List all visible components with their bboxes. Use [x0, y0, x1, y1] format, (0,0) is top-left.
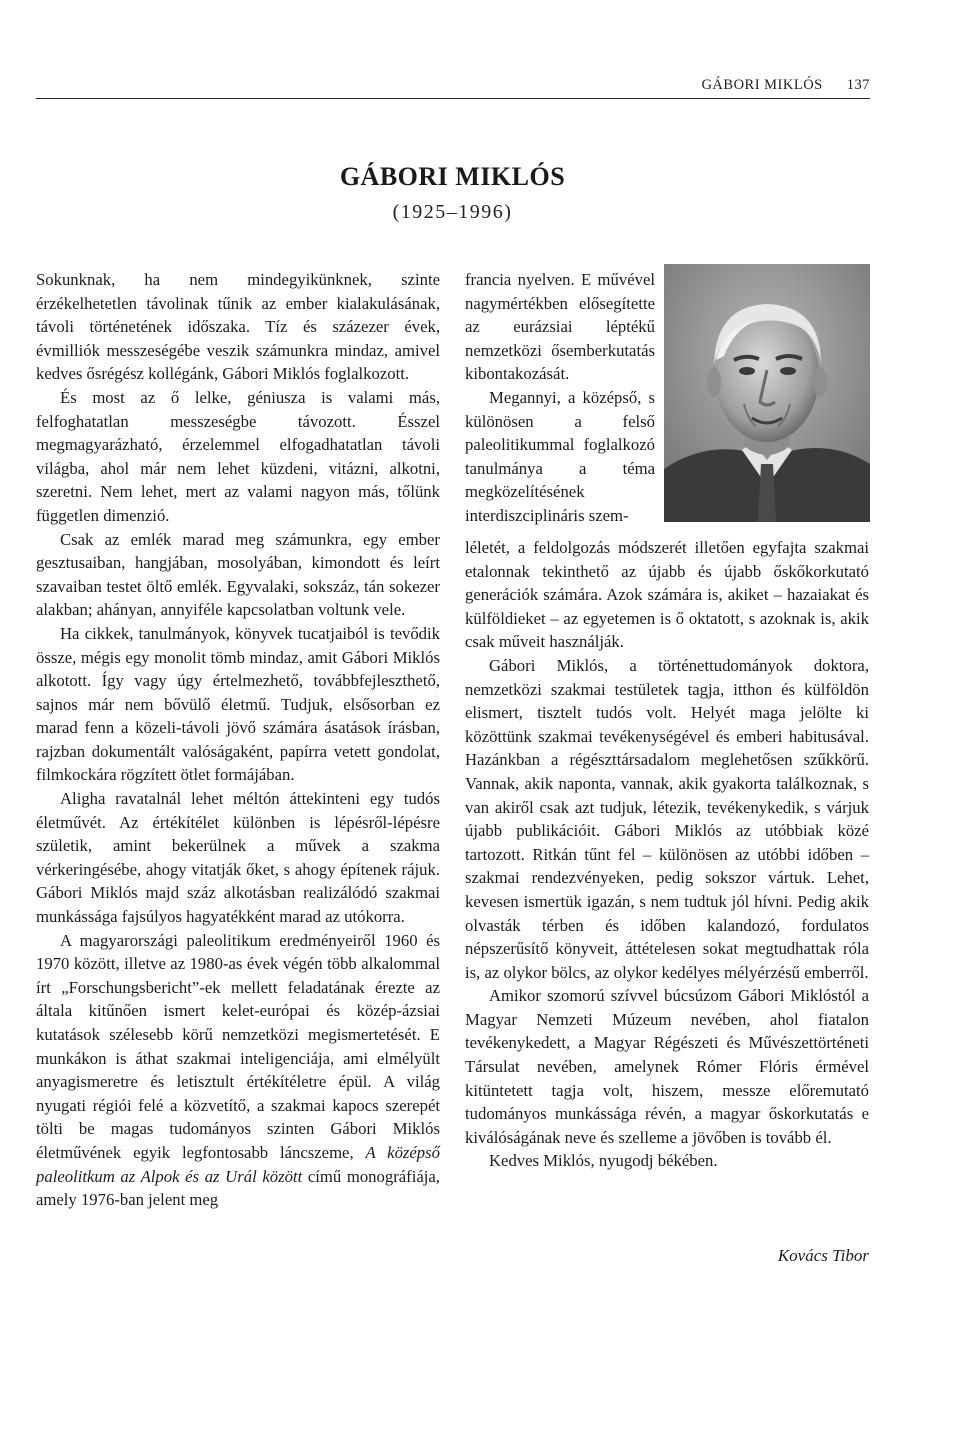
article-title: GÁBORI MIKLÓS: [339, 162, 566, 191]
paragraph: Amikor szomorú szívvel búcsúzom Gábori Miklóstól a Magyar Nemzeti Múzeum nevében, ahol fiatalon tevékenykedett, a Magyar Régészeti és Művészettörténeti Társulat nevében, amelynek Rómer Flóris érmével kitüntetett tagja volt, hiszem, messze előremutató tudományos munkássága révén, a magyar őskorkutatás e kiválóságának neve és szelleme a jövőben is tovább él.: [465, 986, 869, 1147]
paragraph: Sokunknak, ha nem mindegyikünknek, szinte érzékelhetetlen távolinak tűnik az ember kialakulásának, távoli történetének időszaka. Tíz és százezer évek, évmilliók messzeségébe veszik számunkra mindaz, amivel kedves ősrégész kollégánk, Gábori Miklós foglalkozott.: [36, 270, 440, 384]
running-head-text: [701, 77, 870, 94]
right-column: [465, 536, 869, 1173]
paragraph: francia nyelven. E művével nagymértékben elősegítette az eurázsiai léptékű nemzetközi ősemberkutatás kibontakozását.: [465, 270, 655, 384]
article-dates: (1925–1996): [392, 201, 513, 223]
paragraph: Megannyi, a középső, s különösen a felső paleolitikummal foglalkozó tanulmánya a téma megközelítésének interdiszciplináris szem-: [465, 387, 655, 525]
paragraph-text: című monográfiája, amely 1976-ban jelent meg: [36, 1166, 440, 1210]
paragraph-text: A magyarországi paleolitikum eredményeiről 1960 és 1970 között, illetve az 1980-as évek végén több alkalommal írt „Forschungsbericht”-ek mellett feladatának érezte az általa kitűnően ismert kelet-európai és közép-ázsiai kutatások szélesebb körű nemzetközi megismertetését. E munkákon is áthat szakmai inteligenciája, ami elmélyült anyagismeretre és letisztult értékítéletre épül. A világ nyugati régiói felé a közvetítő, a szakmai kapocs szerepét tölti be magas tudományos szinten Gábori Miklós életművének egyik legfontosabb láncszeme,: [36, 930, 440, 1162]
page-number: 137: [846, 77, 870, 93]
paragraph: Kedves Miklós, nyugodj békében.: [489, 1151, 718, 1171]
portrait-photo: [664, 264, 870, 522]
running-title: GÁBORI MIKLÓS: [701, 77, 823, 93]
monograph-title: A középső paleolitkum az Alpok és az Urál között: [36, 1142, 440, 1186]
right-column-top: [465, 268, 655, 528]
paragraph: Aligha ravatalnál lehet méltón áttekinteni egy tudós életművét. Az értékítélet különben is lépésről-lépésre születik, amint bekerülnek a művek a szakma vérkeringésébe, ahogy vitatják őket, s ahogy építenek rájuk. Gábori Miklós majd száz alkotásban realizálódó szakmai munkássága fajsúlyos hagyatékként marad az utókorra.: [36, 789, 440, 927]
portrait-image: [664, 264, 870, 522]
paragraph: léletét, a feldolgozás módszerét illetően egyfajta szakmai etalonnak tekinthető az újabb és újabb őskőkorkutató generációk számára. Azok számára is, akiket – hazaiakat és külföldieket – az egyetemen is ő oktatott, s azoknak is, akik csak műveit használják.: [465, 538, 869, 652]
paragraph: [36, 929, 440, 1212]
author-signature: Kovács Tibor: [777, 1246, 869, 1265]
paragraph: Gábori Miklós, a történettudományok doktora, nemzetközi szakmai testületek tagja, itthon és külföldön elismert, tisztelt tudós volt. Helyét maga jelölte ki közöttünk szakmai tevékenységével és emberi habitusával. Hazánkban a régészttársadalom meglehetősen szűkkörű. Vannak, akik naponta, vannak, akik gyakorta találkoznak, s van akiről csak azt tudjuk, létezik, tevékenykedik, s várjuk újabb publikációit. Gábori Miklós az utóbbiak közé tartozott. Ritkán tűnt fel – különösen az utóbbi időben – szakmai rendezvényeken, pedig sokszor vártuk. Lehet, kevesen ismertük igazán, s nem tudtuk jól hívni. Pedig akik olvasták térben és időben kalandozó, fordulatos népszerűsítő könyveit, áttételesen sokat megtudhattak róla is, az olykor bölcs, az olykor kedélyes mélyérzésű emberről.: [465, 655, 869, 982]
paragraph: És most az ő lelke, géniusza is valami más, felfoghatatlan messzeségbe távozott. Ésszel megmagyarázható, érzelemmel elfogadhatatlan távoli világba, ahol már nem lehet küzdeni, vitázni, alkotni, szeretni. Nem lehet, mert az valami nagyon más, tőlünk független dimenzió.: [36, 387, 440, 525]
paragraph: Ha cikkek, tanulmányok, könyvek tucatjaiból is tevődik össze, mégis egy monolit tömb mindaz, amit Gábori Miklós alkotott. Így vagy úgy értelmezhető, továbbfejleszthető, sajnos már nem bővülő életmű. Tudjuk, elsősorban ez marad fenn a közeli-távoli jövő számára ásatások írásban, rajzban dokumentált valóságaként, papírra vetett gondolat, filmkockára rögzített ötlet formájában.: [36, 623, 440, 785]
running-head: [36, 76, 870, 99]
paragraph: Csak az emlék marad meg számunkra, egy ember gesztusaiban, hangjában, mosolyában, kimondott és leírt szavaiban testet öltő emlék. Egyvalaki, sokszáz, tán sokezer alakban; ahányan, annyiféle kapcsolatban voltunk vele.: [36, 529, 440, 620]
left-column: [36, 268, 440, 1212]
